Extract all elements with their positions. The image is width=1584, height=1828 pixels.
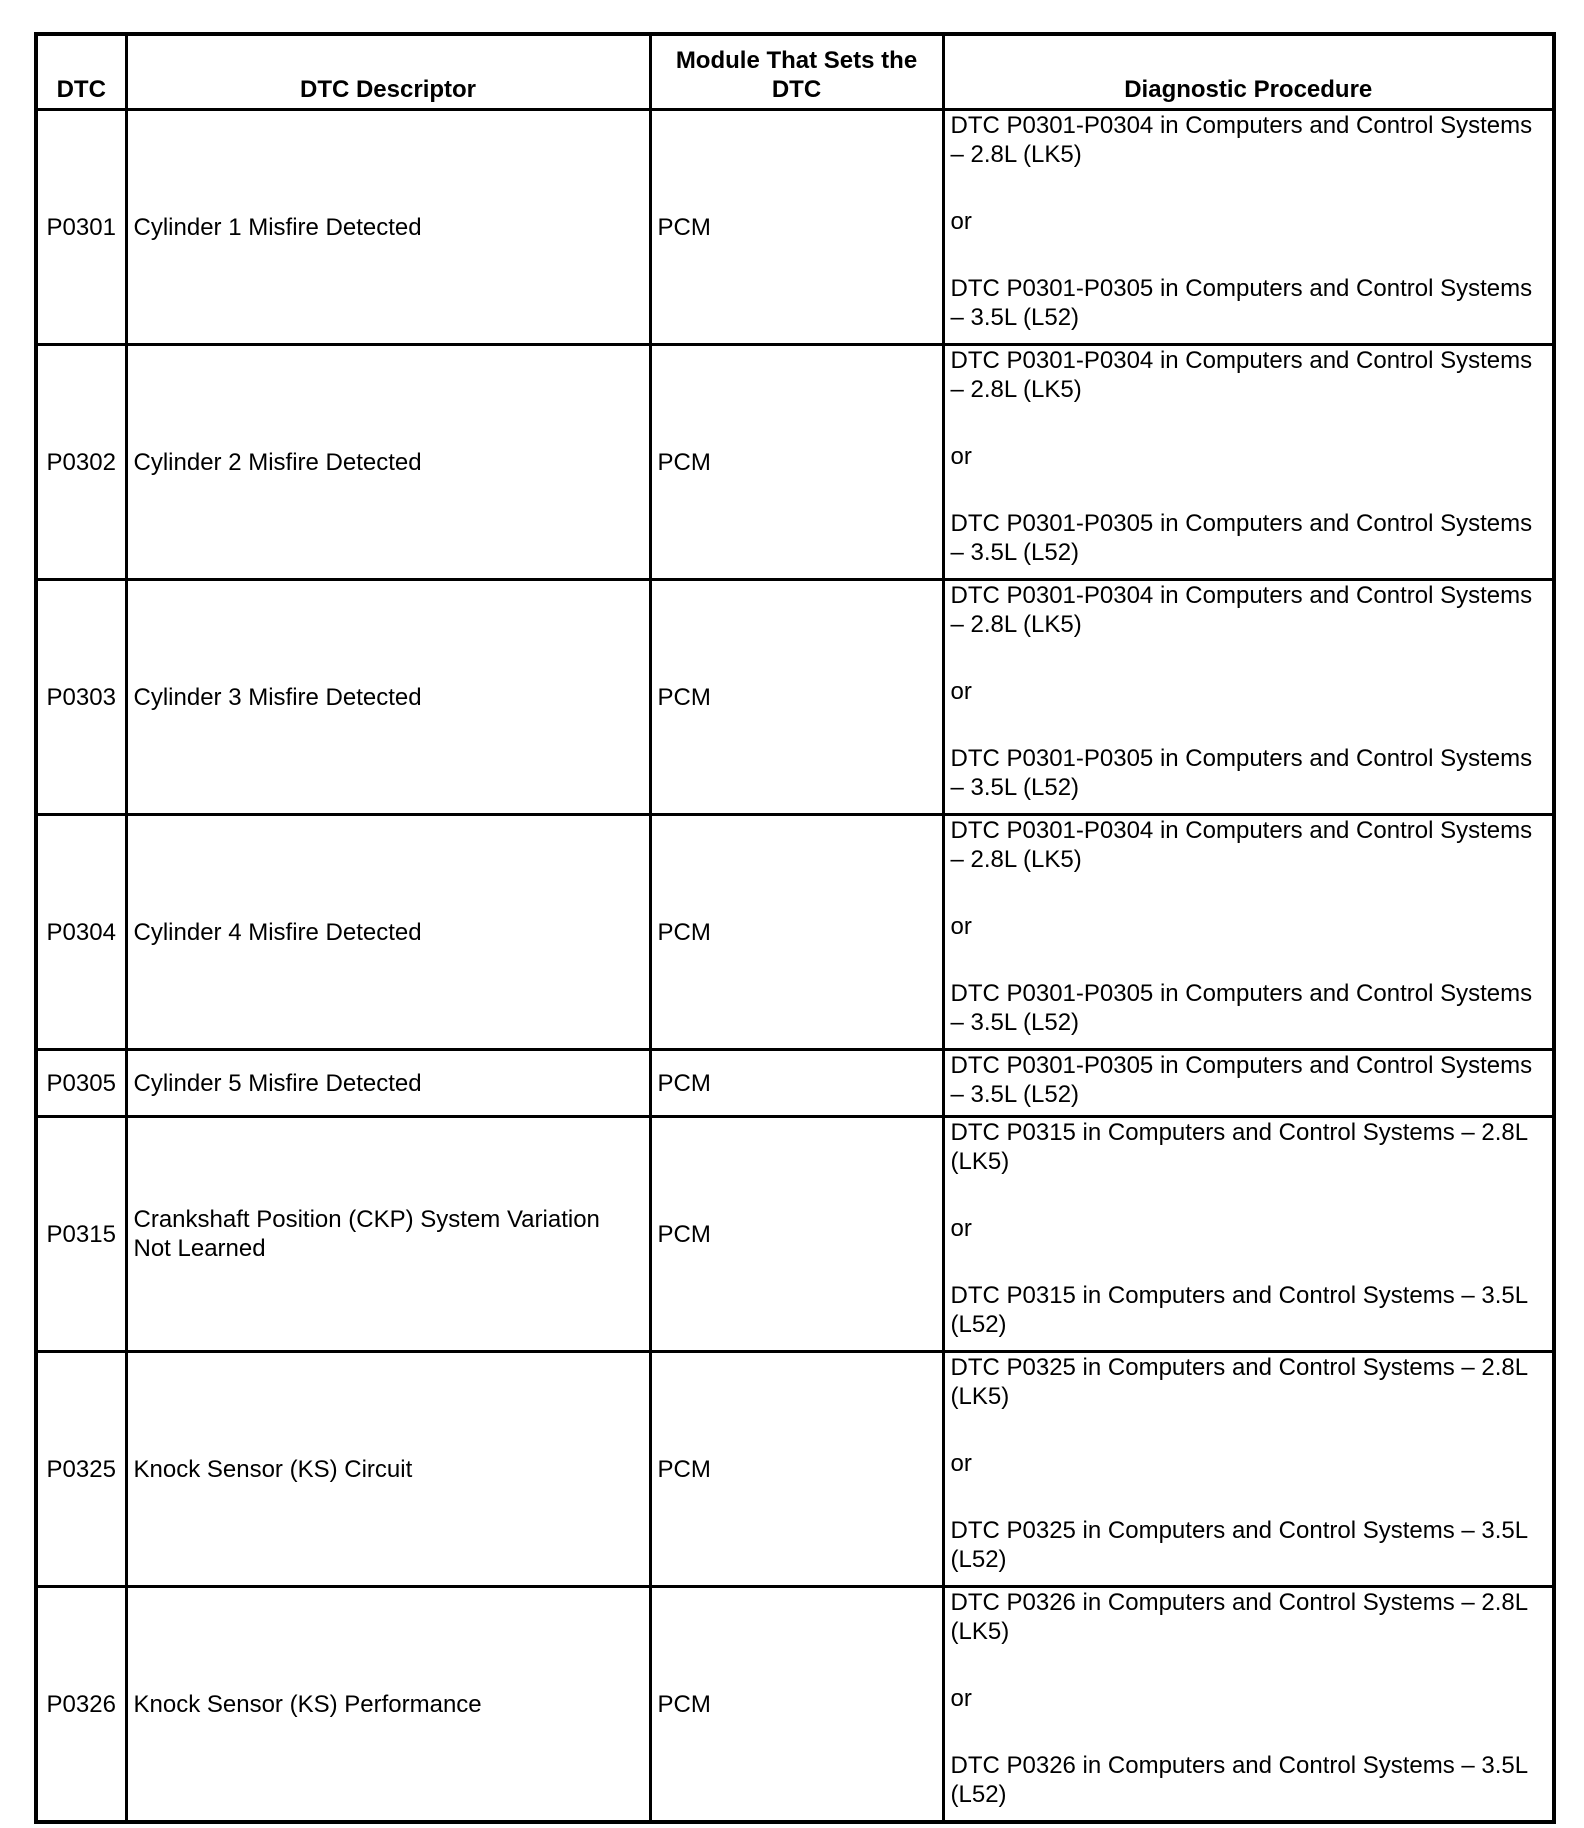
procedure-or: or: [950, 1685, 972, 1712]
procedure-or: or: [950, 913, 972, 940]
procedure-line: DTC P0315 in Computers and Control Systems – 3.5L (L52): [950, 1282, 1528, 1338]
procedure-or: or: [950, 208, 972, 235]
header-descriptor: DTC Descriptor: [126, 34, 650, 110]
procedure-line: DTC P0301-P0305 in Computers and Control Systems – 3.5L (L52): [950, 1052, 1533, 1108]
table-row: [36, 110, 1554, 345]
diagnostic-procedure: [943, 1117, 1554, 1352]
dtc-descriptor: Knock Sensor (KS) Circuit: [126, 1352, 650, 1587]
table-row: [36, 1117, 1554, 1352]
dtc-code: P0302: [36, 345, 126, 580]
diagnostic-procedure: [943, 815, 1554, 1050]
procedure-line: DTC P0325 in Computers and Control Systems – 3.5L (L52): [950, 1517, 1528, 1573]
dtc-code: P0304: [36, 815, 126, 1050]
procedure-or: or: [950, 443, 972, 470]
dtc-code: P0301: [36, 110, 126, 345]
table-header-row: [36, 34, 1554, 110]
header-module: Module That Sets the DTC: [650, 34, 943, 110]
dtc-module: PCM: [650, 1050, 943, 1117]
dtc-descriptor: Crankshaft Position (CKP) System Variation Not Learned: [126, 1117, 650, 1352]
dtc-descriptor: Cylinder 3 Misfire Detected: [126, 580, 650, 815]
dtc-descriptor: Cylinder 2 Misfire Detected: [126, 345, 650, 580]
dtc-module: PCM: [650, 1352, 943, 1587]
procedure-or: or: [950, 678, 972, 705]
dtc-code: P0303: [36, 580, 126, 815]
table-row: [36, 580, 1554, 815]
diagnostic-procedure: [943, 580, 1554, 815]
procedure-or: or: [950, 1450, 972, 1477]
diagnostic-procedure: [943, 1050, 1554, 1117]
diagnostic-procedure: [943, 110, 1554, 345]
header-dtc: DTC: [36, 34, 126, 110]
table-row: [36, 345, 1554, 580]
dtc-code: P0315: [36, 1117, 126, 1352]
dtc-descriptor: Cylinder 1 Misfire Detected: [126, 110, 650, 345]
dtc-table: [34, 32, 1556, 1824]
dtc-code: P0305: [36, 1050, 126, 1117]
diagnostic-procedure: [943, 1352, 1554, 1587]
procedure-line: DTC P0301-P0305 in Computers and Control Systems – 3.5L (L52): [950, 980, 1533, 1036]
dtc-module: PCM: [650, 580, 943, 815]
procedure-line: DTC P0301-P0305 in Computers and Control Systems – 3.5L (L52): [950, 275, 1533, 331]
procedure-line: DTC P0301-P0304 in Computers and Control Systems – 2.8L (LK5): [950, 347, 1533, 403]
procedure-line: DTC P0315 in Computers and Control Systems – 2.8L (LK5): [950, 1119, 1528, 1175]
header-procedure: Diagnostic Procedure: [943, 34, 1554, 110]
dtc-module: PCM: [650, 1587, 943, 1823]
procedure-line: DTC P0301-P0305 in Computers and Control Systems – 3.5L (L52): [950, 510, 1533, 566]
dtc-descriptor: Cylinder 4 Misfire Detected: [126, 815, 650, 1050]
procedure-line: DTC P0301-P0304 in Computers and Control Systems – 2.8L (LK5): [950, 112, 1533, 168]
dtc-module: PCM: [650, 110, 943, 345]
procedure-line: DTC P0301-P0304 in Computers and Control Systems – 2.8L (LK5): [950, 817, 1533, 873]
dtc-code: P0326: [36, 1587, 126, 1823]
procedure-line: DTC P0325 in Computers and Control Systems – 2.8L (LK5): [950, 1354, 1528, 1410]
procedure-or: or: [950, 1215, 972, 1242]
diagnostic-procedure: [943, 1587, 1554, 1823]
dtc-module: PCM: [650, 345, 943, 580]
table-row: [36, 1050, 1554, 1117]
procedure-line: DTC P0326 in Computers and Control Systems – 3.5L (L52): [950, 1752, 1528, 1808]
procedure-line: DTC P0301-P0304 in Computers and Control Systems – 2.8L (LK5): [950, 582, 1533, 638]
table-row: [36, 1587, 1554, 1823]
dtc-module: PCM: [650, 815, 943, 1050]
dtc-module: PCM: [650, 1117, 943, 1352]
table-row: [36, 1352, 1554, 1587]
dtc-descriptor: Knock Sensor (KS) Performance: [126, 1587, 650, 1823]
dtc-code: P0325: [36, 1352, 126, 1587]
procedure-line: DTC P0326 in Computers and Control Systems – 2.8L (LK5): [950, 1589, 1528, 1645]
dtc-descriptor: Cylinder 5 Misfire Detected: [126, 1050, 650, 1117]
table-row: [36, 815, 1554, 1050]
procedure-line: DTC P0301-P0305 in Computers and Control Systems – 3.5L (L52): [950, 745, 1533, 801]
diagnostic-procedure: [943, 345, 1554, 580]
